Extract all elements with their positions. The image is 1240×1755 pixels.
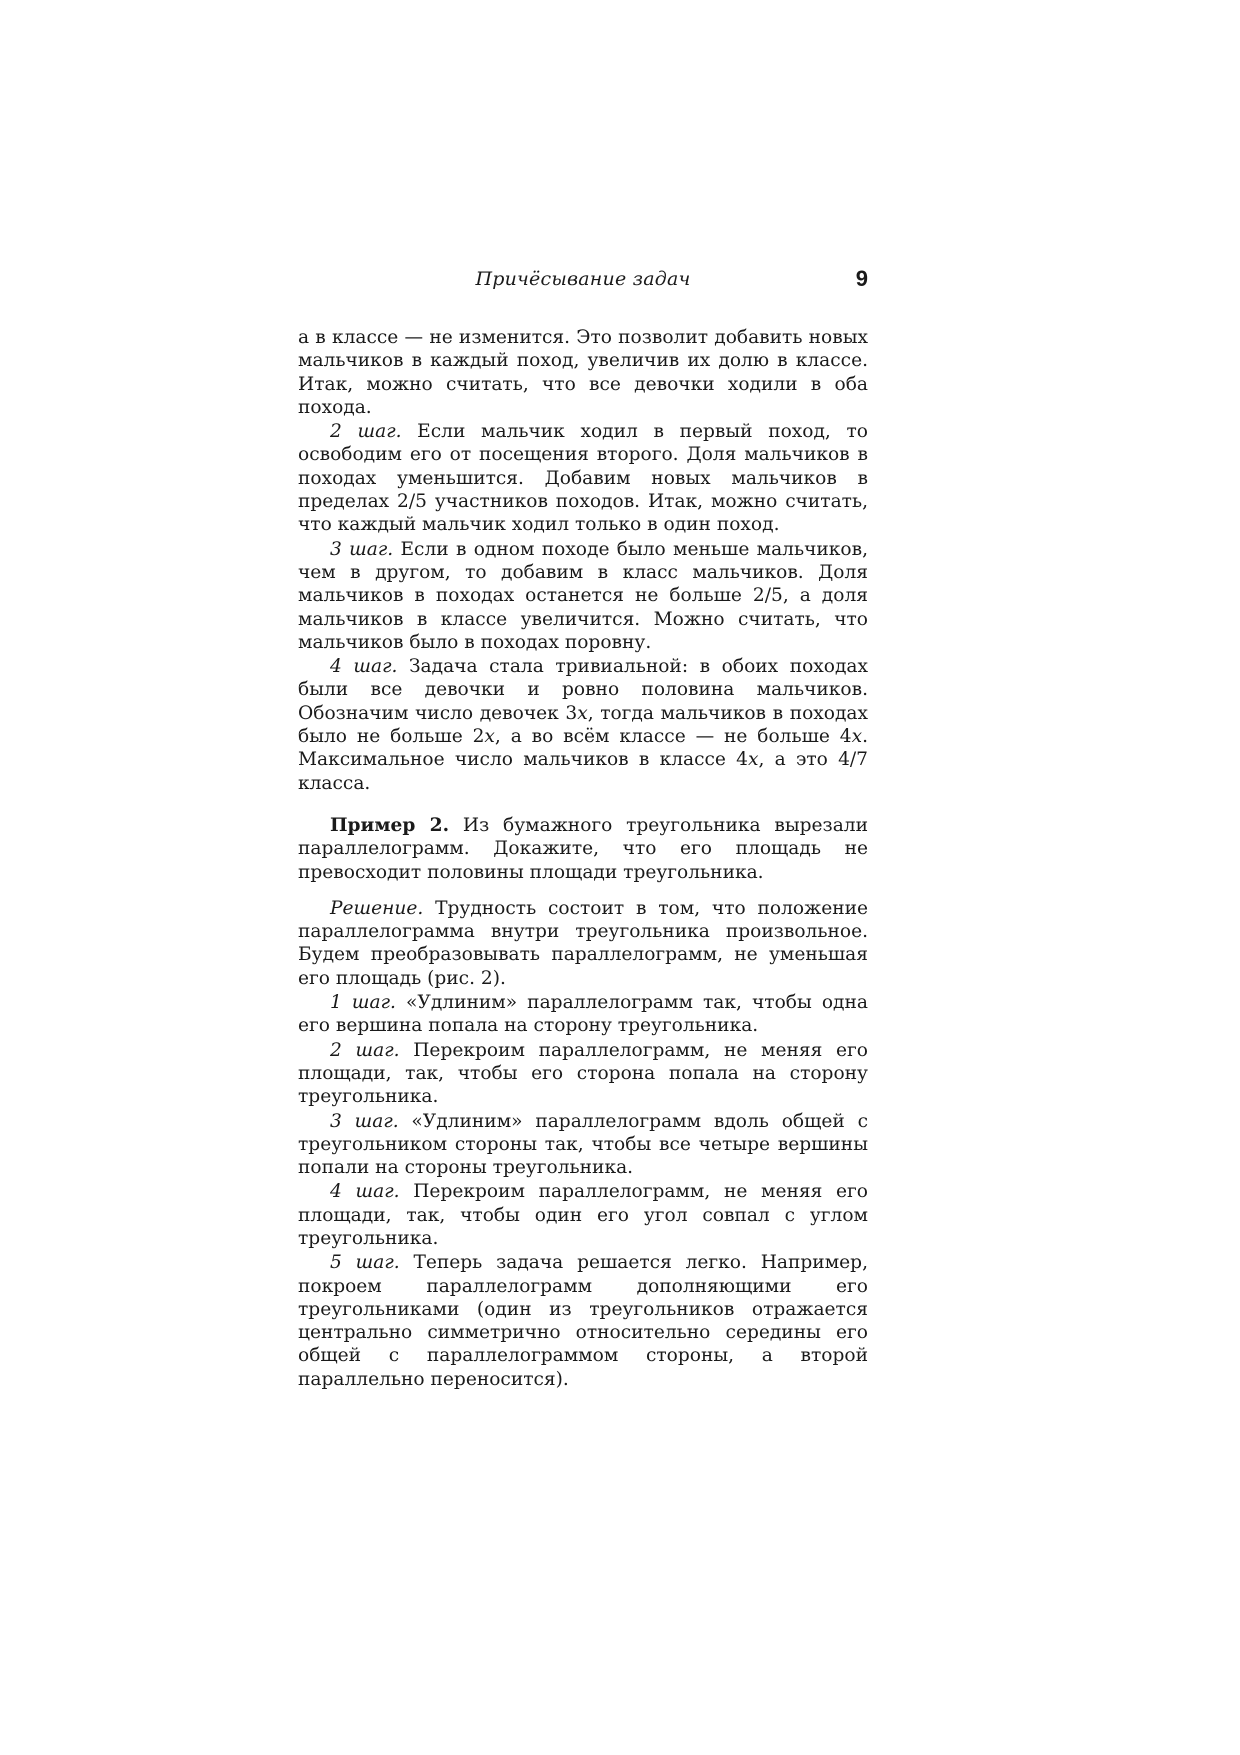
math-variable: x bbox=[747, 749, 759, 771]
math-variable: x bbox=[484, 726, 495, 748]
step-label: 2 шаг. bbox=[330, 1039, 400, 1061]
example-text: Из бумажного треугольника вырезали параллелограмм. Докажите, что его площадь не превосходит половины площади треугольника. bbox=[298, 814, 868, 883]
paragraph-text: , тогда мальчиков в походах было не больше 2 bbox=[298, 702, 868, 748]
solution-step-2 bbox=[298, 1039, 868, 1109]
step-label: 2 шаг. bbox=[330, 421, 402, 443]
math-variable: x bbox=[577, 702, 588, 724]
example-statement bbox=[298, 814, 868, 884]
paragraph-text: Если мальчик ходил в первый поход, то освободим его от посещения второго. Доля мальчиков в походах уменьшится. Добавим новых мальчиков в пределах 2/5 участников походов. Итак, можно считать, что каждый мальчик ходил только в один поход. bbox=[298, 421, 868, 536]
paragraph-text: , а во всём классе — не больше 4 bbox=[494, 726, 852, 748]
solution-label: Решение. bbox=[330, 897, 424, 919]
step-label: 3 шаг. bbox=[330, 1110, 399, 1132]
solution-step-5 bbox=[298, 1251, 868, 1391]
paragraph-text: Если в одном походе было меньше мальчиков, чем в другом, то добавим в класс мальчиков. Доля мальчиков в походах останется не больше 2/5, а доля мальчиков в классе увеличится. Можно считать, что мальчиков было в походах поровну. bbox=[298, 538, 868, 653]
solution-step-1 bbox=[298, 991, 868, 1038]
solution-paragraph bbox=[298, 897, 868, 990]
solution-step-4 bbox=[298, 1180, 868, 1250]
paragraph-text: а в классе — не изменится. Это позволит добавить новых мальчиков в каждый поход, увеличив их долю в классе. Итак, можно считать, что все девочки ходили в оба похода. bbox=[298, 327, 868, 418]
solution-step-3 bbox=[298, 1110, 868, 1180]
paragraph-step-2 bbox=[298, 420, 868, 536]
step-label: 5 шаг. bbox=[330, 1252, 400, 1274]
page-number: 9 bbox=[855, 266, 868, 291]
paragraph-text: Задача стала тривиальной: в обоих походах были все девочки и ровно половина мальчиков. Обозначим число девочек 3 bbox=[298, 656, 868, 724]
step-label: 3 шаг. bbox=[330, 538, 394, 560]
paragraph-step-3 bbox=[298, 538, 868, 654]
step-text: Перекроим параллелограмм, не меняя его площади, так, чтобы его сторона попала на сторону треугольника. bbox=[298, 1039, 868, 1108]
paragraph-text: . Максимальное число мальчиков в классе 4 bbox=[298, 726, 868, 771]
solution-text: Трудность состоит в том, что положение параллелограмма внутри треугольника произвольное. Будем преобразовывать параллелограмм, не уменьшая его площадь (рис. 2). bbox=[298, 897, 868, 989]
step-text: «Удлиним» параллелограмм так, чтобы одна его вершина попала на сторону треугольника. bbox=[298, 992, 868, 1037]
step-label: 4 шаг. bbox=[330, 656, 398, 678]
paragraph-continuation bbox=[298, 326, 868, 419]
step-text: Теперь задача решается легко. Например, покроем параллелограмм дополняющими его треугольниками (один из треугольников отражается центрально симметрично относительно середины его общей с параллелограммом стороны, а второй параллельно переносится). bbox=[298, 1252, 868, 1390]
body-text bbox=[298, 326, 868, 1391]
step-label: 4 шаг. bbox=[330, 1181, 400, 1203]
example-label: Пример 2. bbox=[330, 814, 450, 836]
paragraph-text: , а это 4/7 класса. bbox=[298, 749, 868, 794]
step-label: 1 шаг. bbox=[330, 992, 396, 1014]
paragraph-step-4 bbox=[298, 655, 868, 795]
step-text: «Удлиним» параллелограмм вдоль общей с треугольником стороны так, чтобы все четыре вершины попали на стороны треугольника. bbox=[298, 1110, 868, 1179]
step-text: Перекроим параллелограмм, не меняя его площади, так, чтобы один его угол совпал с углом треугольника. bbox=[298, 1181, 868, 1249]
running-head bbox=[298, 268, 868, 298]
math-variable: x bbox=[851, 726, 863, 748]
running-title: Причёсывание задач bbox=[475, 268, 691, 290]
